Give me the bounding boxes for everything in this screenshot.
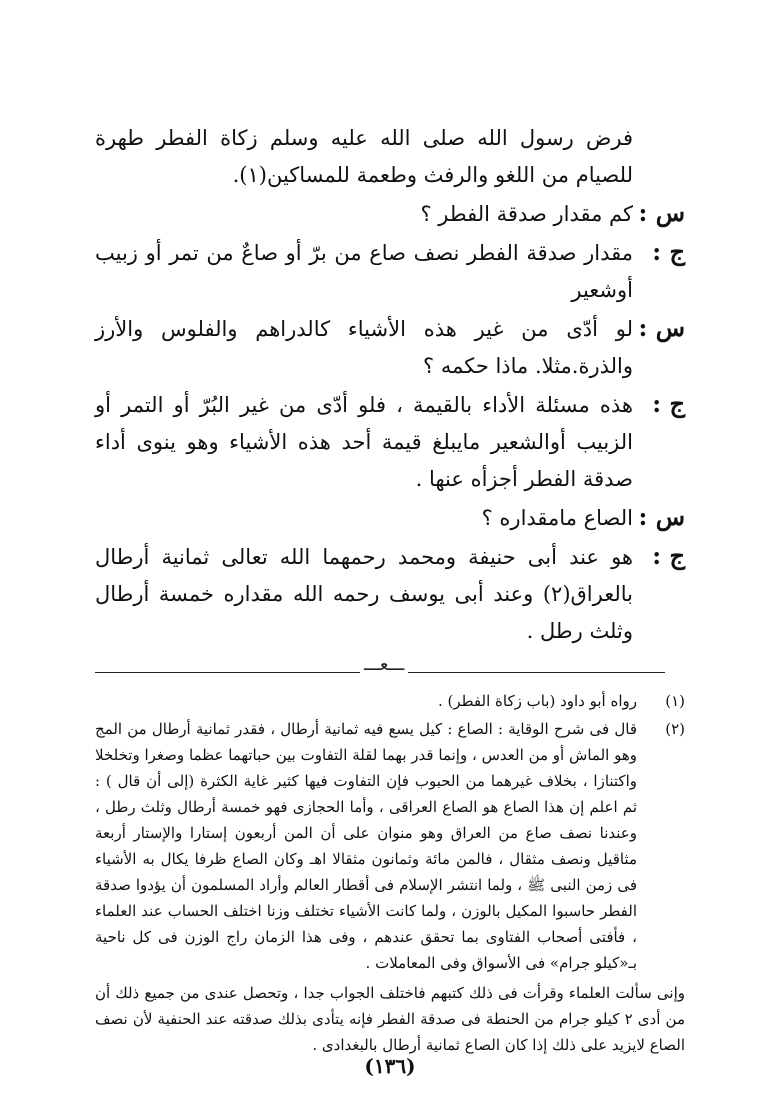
footnote-extra-paragraph: وإنى سألت العلماء وقرأت فى ذلك كتبهم فاختلف الجواب جدا ، وتحصل عندى من جميع ذلك أن من أدى ٢ كيلو جرام من الحنطة فى صدقة الفطر فإنه يتأدى بذلك صدقته عند الحنفية لأن نصف الصاع لايزيد على ذلك إذا كان الصاع ثمانية أرطال بالبغدادى . [95,984,685,1054]
qa-item [95,537,685,650]
footnote-text: رواه أبو داود (باب زكاة الفطر) . [437,692,637,710]
footnote-separator [95,654,685,682]
qa-text: الصاع مامقداره ؟ [481,506,633,530]
page-number: (١٣٦) [364,1054,416,1078]
qa-text: هذه مسئلة الأداء بالقيمة ، فلو أدّى من غير البُرّ أو التمر أو الزبيب أوالشعير مايبلغ قيمة أحد هذه الأشياء وهو ينوى أداء صدقة الفطر أجزأه عنها . [95,393,633,491]
footnotes [95,688,685,1058]
qa-item [95,233,685,309]
intro-paragraph: فرض رسول الله صلى الله عليه وسلم زكاة الفطر طهرة للصيام من اللغو والرفث وطعمة للمساكين(١). [95,126,633,187]
qa-text: كم مقدار صدقة الفطر ؟ [420,202,633,226]
qa-item [95,194,685,233]
footnote-item [95,688,685,714]
qa-prefix-answer: ج : [652,389,685,418]
qa-prefix-question: س : [638,198,685,227]
qa-prefix-question: س : [638,313,685,342]
footnote-text: قال فى شرح الوقاية : الصاع : كيل يسع فيه ثمانية أرطال ، فقدر ثمانية أرطال من المج وهو الماش أو من العدس ، وإنما قدر بهما لقلة التفاوت بين حباتهما عظما وصغرا وتخلخلا واكتنازا ، بخلاف غيرهما من الحبوب فإن التفاوت فيها كثير غاية الكثرة (إلى أن قال ) : ثم اعلم إن هذا الصاع هو الصاع العراقى ، وأما الحجازى فهو خمسة أرطال وثلث رطل ، وعندنا نصف صاع من العراق وهو منوان على أن المن أربعون إستارا والإستار أربعة مثاقيل ونصف مثقال ، فالمن مائة وثمانون مثقالا اهـ وكان الصاع ظرفا يكال به الأشياء فى زمن النبى ﷺ ، ولما انتشر الإسلام فى أقطار العالم وأراد المسلمون أن يؤدوا صدقة الفطر حاسبوا المكيل بالوزن ، ولما كانت الأشياء تختلف وزنا اختلف الحساب عند العلماء ، فأفتى أصحاب الفتاوى بما تحقق عندهم ، وفى هذا الزمان راج الوزن فى كل ناحية بـ«كيلو جرام» فى الأسواق وفى المعاملات . [95,720,637,972]
footnote-item [95,716,685,976]
qa-text: هو عند أبى حنيفة ومحمد رحمهما الله تعالى ثمانية أرطال بالعراق(٢) وعند أبى يوسف رحمه الله مقداره خمسة أرطال وثلث رطل . [95,545,633,643]
qa-prefix-answer: ج : [652,541,685,570]
footnote-number: (١) [665,692,685,710]
page-content [95,120,685,1080]
qa-prefix-question: س : [638,502,685,531]
qa-item [95,498,685,537]
footnote-number: (٢) [665,720,685,738]
qa-prefix-answer: ج : [652,237,685,266]
qa-text: لو أدّى من غير هذه الأشياء كالدراهم والفلوس والأرز والذرة.مثلا. ماذا حكمه ؟ [95,317,633,378]
qa-item [95,309,685,385]
qa-item [95,385,685,498]
qa-text: مقدار صدقة الفطر نصف صاع من برّ أو صاعٌ من تمر أو زبيب أوشعير [95,241,633,302]
separator-ornament: ـــعـــ [360,654,408,675]
qa-list [95,194,685,650]
